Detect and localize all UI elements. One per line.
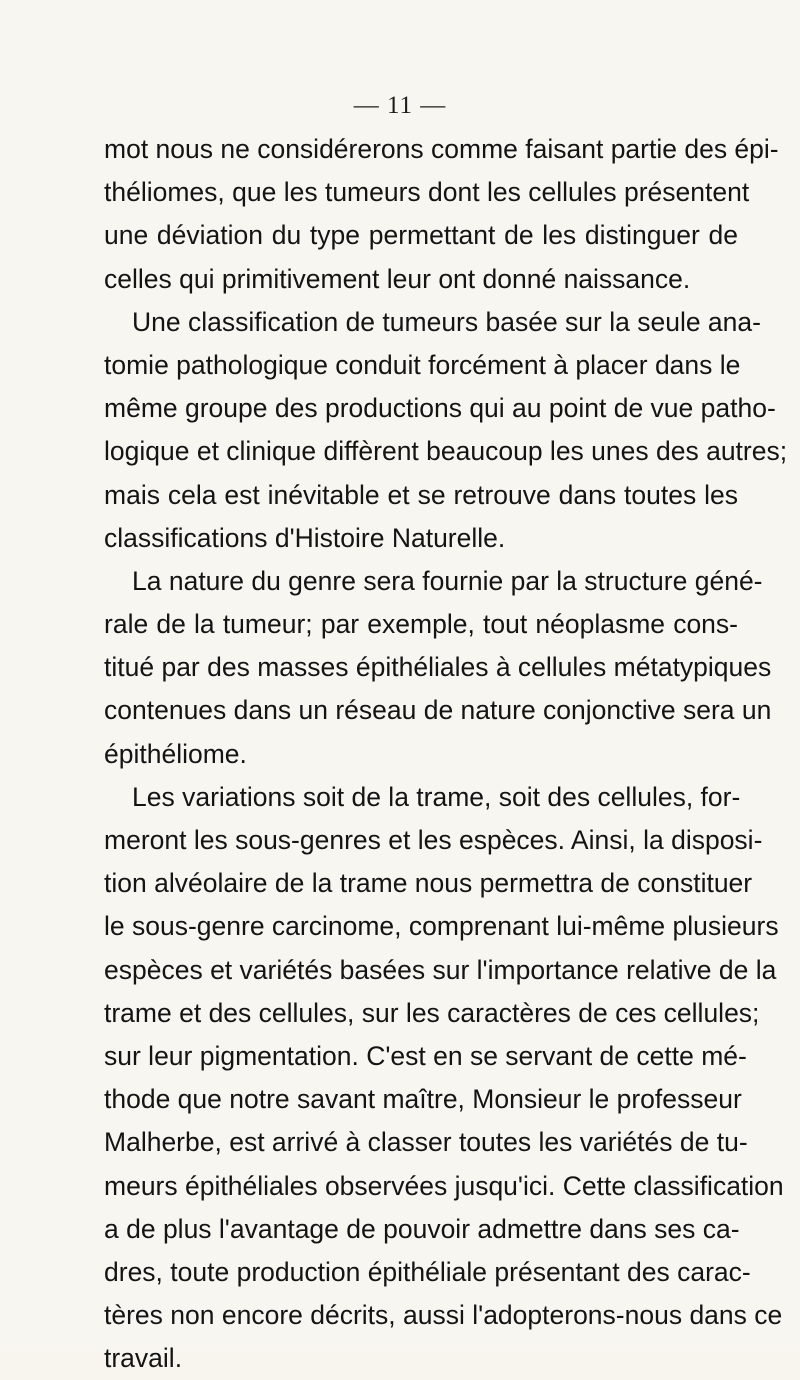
text-line: épithéliome. [104,738,247,769]
text-line: tion alvéolaire de la trame nous permettra de constituer [104,868,753,899]
paragraph-4 [104,776,784,1380]
paragraph-3 [104,560,772,776]
text-line: contenues dans un réseau de nature conjonctive sera un [104,695,772,726]
text-line: logique et clinique diffèrent beaucoup les unes des autres; [104,436,788,467]
text-line: travail. [104,1343,183,1374]
text-line: espèces et variétés basées sur l'importance relative de la [104,954,777,985]
text-line: le sous-genre carcinome, comprenant lui-même plusieurs [104,911,779,942]
text-line: sur leur pigmentation. C'est en se servant de cette mé- [104,1040,747,1071]
text-line: celles qui primitivement leur ont donné naissance. [104,263,691,294]
page-number: — 11 — [353,92,447,119]
body-text [104,128,788,1380]
text-line: tères non encore décrits, aussi l'adopterons-nous dans ce [104,1300,783,1331]
text-line: dres, toute production épithéliale présentant des carac- [104,1256,751,1287]
text-line: même groupe des productions qui au point de vue patho- [104,393,776,424]
text-line: a de plus l'avantage de pouvoir admettre dans ses ca- [104,1213,740,1244]
text-line: trame et des cellules, sur les caractères de ces cellules; [104,997,760,1028]
text-line: mais cela est inévitable et se retrouve dans toutes les [104,479,738,510]
text-line: classifications d'Histoire Naturelle. [104,522,506,553]
text-line: une déviation du type permettant de les distinguer de [104,220,738,251]
text-line: rale de la tumeur; par exemple, tout néoplasme cons- [104,609,738,640]
paragraph-1 [104,128,779,301]
text-line: thode que notre savant maître, Monsieur le professeur [104,1084,742,1115]
text-line: titué par des masses épithéliales à cellules métatypiques [104,652,772,683]
text-line: théliomes, que les tumeurs dont les cellules présentent [104,177,750,208]
text-line: Malherbe, est arrivé à classer toutes les variétés de tu- [104,1127,748,1158]
text-line: Les variations soit de la trame, soit des cellules, for- [132,781,741,812]
paragraph-2 [104,301,788,560]
text-line: La nature du genre sera fournie par la structure géné- [132,565,763,596]
text-line: meurs épithéliales observées jusqu'ici. Cette classification [104,1170,784,1201]
text-line: mot nous ne considérerons comme faisant partie des épi- [104,134,779,164]
text-line: Une classification de tumeurs basée sur la seule ana- [132,306,761,337]
text-line: tomie pathologique conduit forcément à placer dans le [104,349,741,380]
text-line: meront les sous-genres et les espèces. Ainsi, la disposi- [104,825,763,855]
